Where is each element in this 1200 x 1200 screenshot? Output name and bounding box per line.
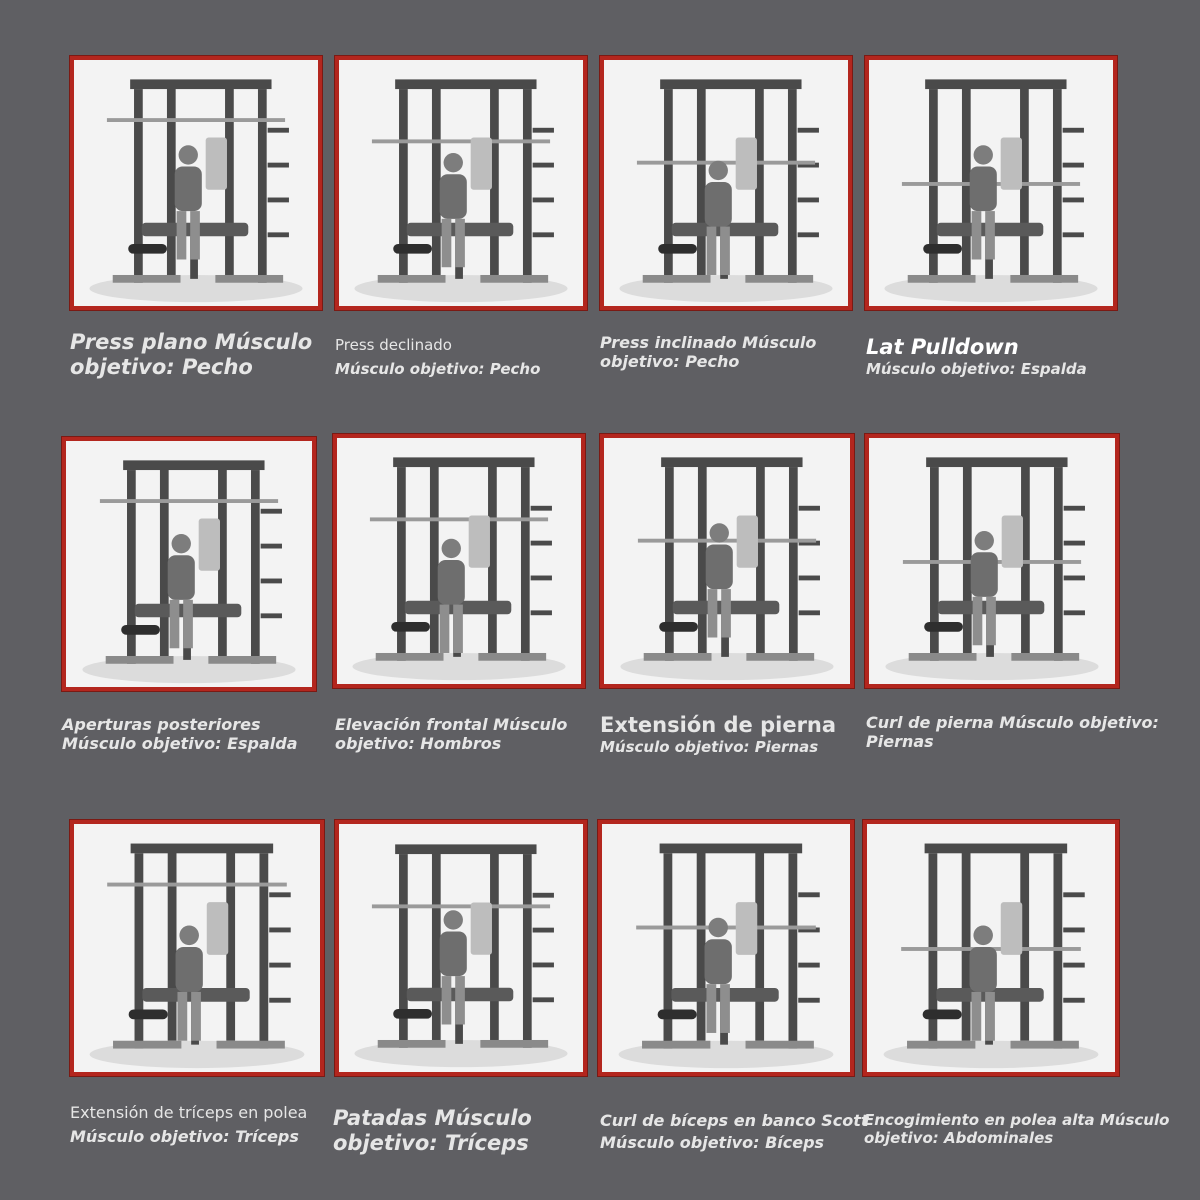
machine-drawing — [89, 79, 302, 302]
smith-machine-illustration — [339, 60, 583, 306]
machine-drawing — [885, 457, 1098, 680]
exercise-target: Piernas — [866, 732, 934, 752]
smith-machine-illustration — [869, 438, 1115, 684]
machine-drawing — [90, 844, 305, 1069]
exercise-caption-10 — [333, 1106, 532, 1156]
exercise-caption-4 — [866, 335, 1087, 378]
exercise-photo-12 — [863, 820, 1119, 1076]
machine-drawing — [884, 79, 1097, 302]
machine-drawing — [352, 457, 565, 680]
smith-machine-illustration — [602, 824, 850, 1072]
exercise-photo-3 — [600, 56, 852, 310]
exercise-target: Músculo objetivo: Espalda — [866, 360, 1087, 379]
machine-drawing — [354, 844, 567, 1067]
exercise-caption-9 — [70, 1101, 307, 1149]
exercise-photo-7 — [600, 434, 854, 688]
exercise-target: objetivo: Pecho — [600, 352, 740, 372]
exercise-title: Lat Pulldown — [866, 335, 1019, 359]
exercise-title: Extensión de pierna — [600, 713, 837, 737]
exercise-title: Press plano Músculo — [70, 330, 313, 354]
exercise-photo-1 — [70, 56, 322, 310]
exercise-title: Extensión de tríceps en polea — [70, 1103, 308, 1122]
exercise-target: objetivo: Abdominales — [864, 1129, 1054, 1147]
exercise-caption-2 — [335, 333, 540, 381]
exercise-photo-5 — [62, 437, 316, 691]
exercise-target: objetivo: Hombros — [335, 734, 502, 754]
exercise-photo-11 — [598, 820, 854, 1076]
smith-machine-illustration — [66, 441, 312, 687]
exercise-target: Músculo objetivo: Pecho — [335, 360, 541, 378]
exercise-photo-9 — [70, 820, 324, 1076]
exercise-caption-1 — [70, 330, 312, 380]
smith-machine-illustration — [74, 60, 318, 306]
smith-machine-illustration — [74, 824, 320, 1072]
exercise-photo-10 — [335, 820, 587, 1076]
machine-drawing — [82, 460, 295, 683]
smith-machine-illustration — [604, 438, 850, 684]
exercise-caption-8 — [866, 713, 1159, 751]
exercise-target: objetivo: Pecho — [70, 355, 253, 380]
exercise-title: Elevación frontal Músculo — [335, 715, 568, 734]
exercise-caption-11 — [600, 1110, 869, 1155]
exercise-title: Encogimiento en polea alta Músculo — [864, 1111, 1170, 1129]
smith-machine-illustration — [337, 438, 581, 684]
machine-drawing — [354, 79, 567, 302]
exercise-caption-12 — [864, 1111, 1169, 1147]
exercise-target: Músculo objetivo: Piernas — [600, 738, 819, 757]
exercise-caption-6 — [335, 715, 567, 753]
exercise-title: Patadas Músculo — [333, 1106, 532, 1130]
exercise-target: Músculo objetivo: Bíceps — [600, 1133, 825, 1153]
smith-machine-illustration — [604, 60, 848, 306]
smith-machine-illustration — [867, 824, 1115, 1072]
machine-drawing — [619, 79, 832, 302]
exercise-target: objetivo: Tríceps — [333, 1131, 529, 1156]
exercise-title: Curl de bíceps en banco Scott — [600, 1111, 869, 1130]
machine-drawing — [884, 844, 1099, 1069]
exercise-title: Aperturas posteriores — [62, 715, 261, 734]
machine-drawing — [619, 844, 834, 1069]
exercise-photo-8 — [865, 434, 1119, 688]
exercise-title: Press declinado — [335, 336, 452, 354]
smith-machine-illustration — [869, 60, 1113, 306]
exercise-title: Curl de pierna Músculo objetivo: — [866, 713, 1159, 732]
exercise-caption-7 — [600, 713, 836, 756]
exercise-caption-5 — [62, 715, 298, 753]
exercise-target: Músculo objetivo: Tríceps — [70, 1127, 299, 1146]
exercise-target: Músculo objetivo: Espalda — [62, 734, 298, 754]
exercise-photo-4 — [865, 56, 1117, 310]
machine-drawing — [620, 457, 833, 680]
smith-machine-illustration — [339, 824, 583, 1072]
exercise-photo-2 — [335, 56, 587, 310]
exercise-title: Press inclinado Músculo — [600, 333, 817, 352]
exercise-caption-3 — [600, 333, 816, 371]
exercise-photo-6 — [333, 434, 585, 688]
